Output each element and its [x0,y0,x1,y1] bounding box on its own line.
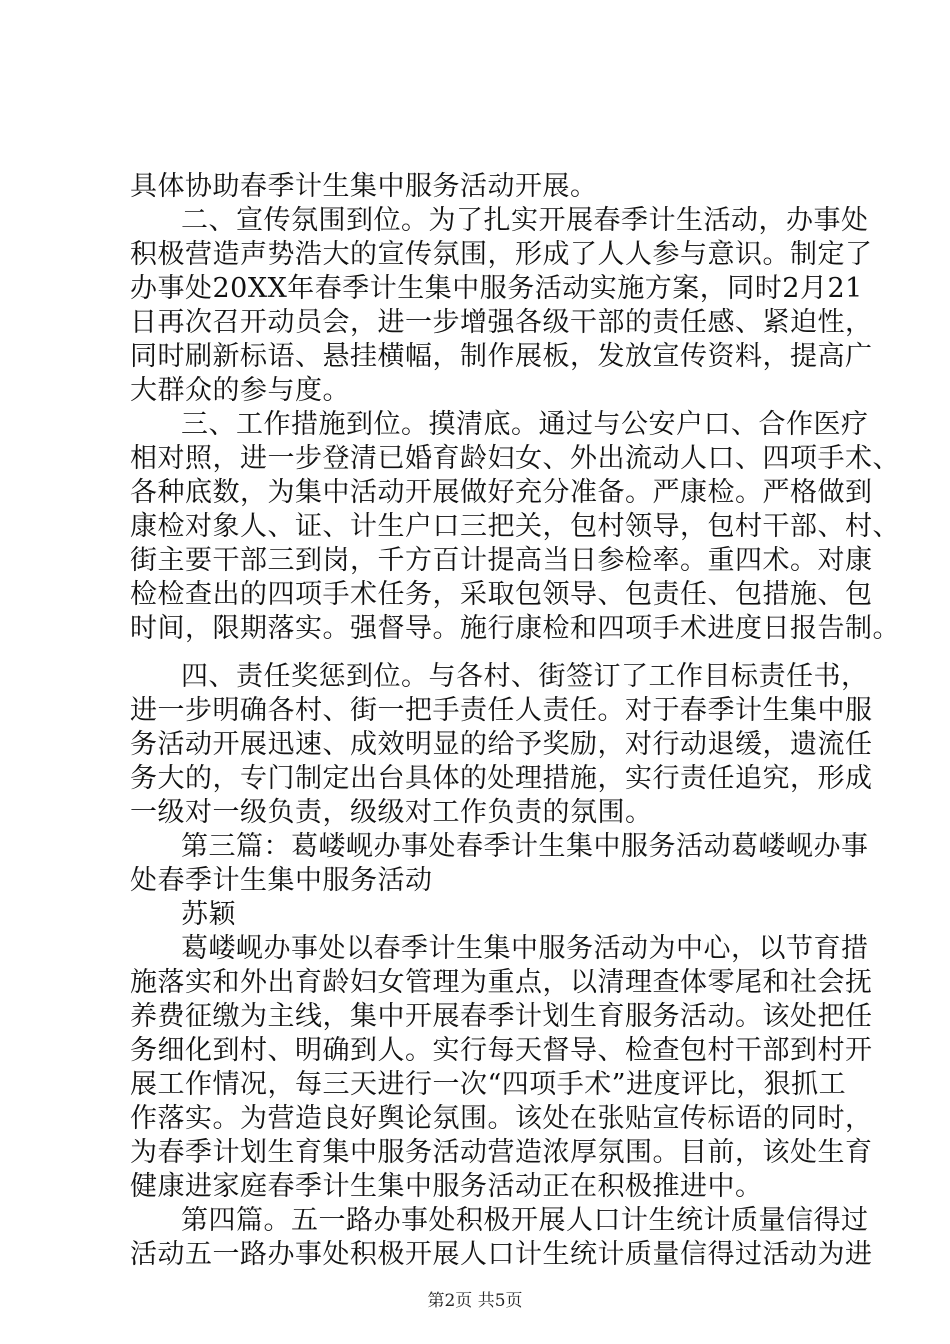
text-line: 同时刷新标语、悬挂横幅，制作展板，发放宣传资料，提高广 [130,341,873,372]
text-line: 进一步明确各村、街一把手责任人责任。对于春季计生集中服 [130,695,873,726]
text-line: 务细化到村、明确到人。实行每天督导、检查包村干部到村开 [130,1035,873,1066]
text-line: 活动五一路办事处积极开展人口计生统计质量信得过活动为进 [130,1239,873,1270]
text-line: 为春季计划生育集中服务活动营造浓厚氛围。目前，该处生育 [130,1137,873,1168]
text-line: 健康进家庭春季计生集中服务活动正在积极推进中。 [130,1171,763,1202]
text-line: 大群众的参与度。 [130,375,350,406]
text-line: 务活动开展迅速、成效明显的给予奖励，对行动退缓，遗流任 [130,729,873,760]
text-line: 作落实。为营造良好舆论氛围。该处在张贴宣传标语的同时， [130,1103,873,1134]
text-line: 葛嵝岘办事处以春季计生集中服务活动为中心，以节育措 [181,933,869,964]
text-line: 康检对象人、证、计生户口三把关，包村领导，包村干部、村、 [130,511,900,542]
text-line: 展工作情况，每三天进行一次“四项手术”进度评比，狠抓工 [130,1069,847,1100]
text-line: 二、宣传氛围到位。为了扎实开展春季计生活动，办事处 [181,205,869,236]
text-line: 办事处20XX年春季计生集中服务活动实施方案，同时2月21 [130,273,863,304]
text-line: 日再次召开动员会，进一步增强各级干部的责任感、紧迫性， [130,307,873,338]
text-line: 务大的，专门制定出台具体的处理措施，实行责任追究，形成 [130,763,873,794]
text-line: 三、工作措施到位。摸清底。通过与公安户口、合作医疗 [181,409,869,440]
author-name: 苏颖 [181,899,236,930]
text-line: 一级对一级负责，级级对工作负责的氛围。 [130,797,653,828]
section-heading: 第四篇。五一路办事处积极开展人口计生统计质量信得过 [181,1205,869,1236]
text-line: 时间，限期落实。强督导。施行康检和四项手术进度日报告制。 [130,613,900,644]
text-line: 四、责任奖惩到位。与各村、街签订了工作目标责任书， [181,661,869,692]
text-line: 施落实和外出育龄妇女管理为重点，以清理查体零尾和社会抚 [130,967,873,998]
page-number: 第2页 共5页 [427,1291,523,1311]
section-heading: 第三篇：葛嵝岘办事处春季计生集中服务活动葛嵝岘办事 [181,831,869,862]
text-line: 养费征缴为主线，集中开展春季计划生育服务活动。该处把任 [130,1001,873,1032]
section-heading: 处春季计生集中服务活动 [130,865,433,896]
text-line: 街主要干部三到岗，千方百计提高当日参检率。重四术。对康 [130,545,873,576]
text-line: 具体协助春季计生集中服务活动开展。 [130,171,598,202]
text-line: 各种底数，为集中活动开展做好充分准备。严康检。严格做到 [130,477,873,508]
text-line: 相对照，进一步登清已婚育龄妇女、外出流动人口、四项手术、 [130,443,900,474]
text-line: 积极营造声势浩大的宣传氛围，形成了人人参与意识。制定了 [130,239,873,270]
text-line: 检检查出的四项手术任务，采取包领导、包责任、包措施、包 [130,579,873,610]
